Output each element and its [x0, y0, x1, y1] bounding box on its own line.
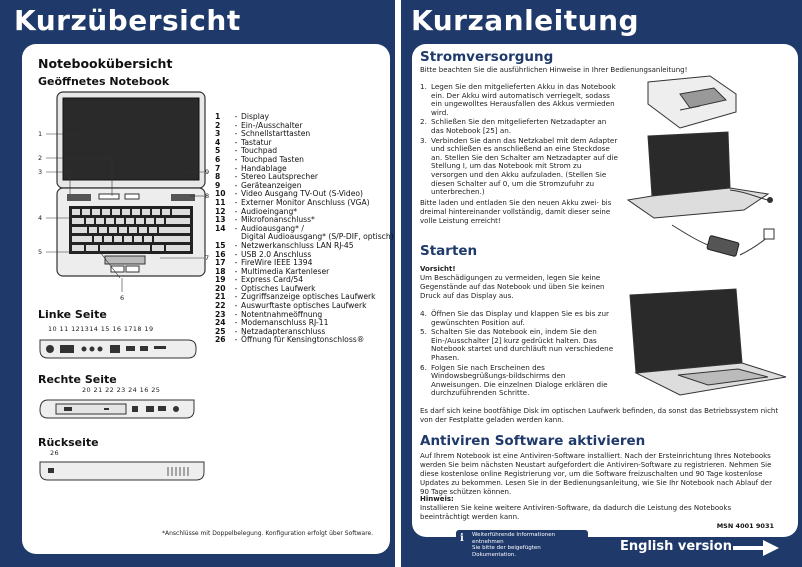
legend-number: 23 — [215, 309, 226, 319]
step-text: Schalten Sie das Notebook ein, indem Sie den Ein-/Ausschalter [2] kurz gedrückt halten. Das Notebook startet und durchläuft nun verschiedene Phasen. — [431, 327, 614, 362]
legend-text: Geräteanzeigen — [241, 180, 302, 190]
hinweis-label: Hinweis: — [420, 495, 454, 503]
legend-dash: - — [234, 120, 238, 130]
open-notebook-start-illustration — [618, 285, 788, 405]
msn-number: MSN 4001 9031 — [716, 522, 774, 530]
left-side-port-labels: 10 11 121314 15 16 1718 19 — [48, 325, 154, 333]
right-title: Kurzanleitung — [411, 4, 640, 37]
boot-note: Es darf sich keine bootfähige Disk im optischen Laufwerk befinden, da sonst das Betriebssystem nicht von der Festplatte geladen werden kann. — [420, 407, 779, 424]
info-icon: i — [460, 533, 464, 544]
vorsicht-label: Vorsicht! — [420, 265, 456, 273]
legend-number: 4 — [215, 137, 221, 147]
legend-dash: - — [234, 326, 238, 336]
legend-number: 10 — [215, 189, 226, 199]
callout-8: 8 — [205, 192, 210, 200]
start-steps — [420, 310, 616, 399]
legend-text: Digital Audioausgang* (S/P-DIF, optisch) — [241, 232, 394, 242]
right-side-illustration — [38, 396, 198, 422]
stromversorgung-title: Stromversorgung — [420, 49, 554, 65]
legend-number: 7 — [215, 163, 221, 173]
legend-number: 24 — [215, 318, 226, 328]
section-title: Notebookübersicht — [38, 56, 173, 71]
legend-text: Zugriffsanzeige optisches Laufwerk — [241, 292, 376, 302]
legend-dash: - — [234, 112, 238, 121]
legend-number: 11 — [215, 197, 226, 207]
step-number: 2. — [420, 117, 427, 127]
callout-9: 9 — [205, 168, 210, 176]
legend-text: Externer Monitor Anschluss (VGA) — [241, 197, 370, 207]
legend-text: Audioausgang* / — [241, 223, 304, 233]
callout-4: 4 — [38, 214, 43, 222]
legend-number: 22 — [215, 301, 226, 311]
battery-illustration — [640, 72, 740, 132]
back-side-port-labels: 26 — [50, 449, 60, 457]
list-item — [420, 83, 618, 117]
legend-number: 25 — [215, 326, 226, 336]
legend-text: Video Ausgang TV-Out (S-Video) — [241, 189, 364, 199]
legend-text: Netzadapteranschluss — [241, 326, 326, 336]
legend-text: Schnellstarttasten — [241, 129, 311, 139]
back-side-title: Rückseite — [38, 436, 99, 449]
legend-dash: - — [234, 163, 238, 173]
legend-text: Tastatur — [241, 137, 272, 147]
legend-number: 9 — [215, 180, 221, 190]
legend-dash: - — [234, 197, 238, 207]
info-line-1: Weiterführende Informationen entnehmen — [472, 532, 556, 545]
legend-number: 1 — [215, 112, 221, 121]
right-side-port-labels: 20 21 22 23 24 16 25 — [82, 386, 161, 394]
strom-intro: Bitte beachten Sie die ausführlichen Hinweise in Ihrer Bedienungsanleitung! — [420, 66, 688, 74]
list-item — [420, 118, 618, 135]
legend-dash: - — [234, 292, 238, 302]
english-version-link[interactable]: English version — [620, 539, 732, 554]
legend-text: Modemanschluss RJ-11 — [241, 318, 329, 328]
legend-text: Multimedia Kartenleser — [241, 266, 330, 276]
vorsicht-text: Um Beschädigungen zu vermeiden, legen Sie keine Gegenstände auf das Notebook und üben Sie keinen Druck auf das Display aus. — [420, 274, 605, 300]
legend-number: 6 — [215, 154, 221, 164]
legend-number: 5 — [215, 146, 221, 156]
list-item — [420, 328, 616, 362]
info-line-2: Sie bitte der beigefügten Dokumentation. — [472, 545, 541, 558]
antiviren-text: Auf Ihrem Notebook ist eine Antiviren-Software installiert. Nach der Ersteinrichtung Ihres Notebooks werden Sie beim nächsten Neustart aufgefordert die Antiviren-Software zu registrieren. Nehmen Sie diese kostenlose online Registrierung vor, um die Software freizuschalten und 90 Tage kostenlose Updates zu bekommen. Lesen Sie in der Bedienungsanleitung, wie Sie Ihr Notebook nach Ablauf der 90 Tage schützen können. — [420, 452, 772, 496]
legend-dash: - — [234, 301, 238, 311]
callout-2: 2 — [38, 154, 43, 162]
legend-number: 2 — [215, 120, 221, 130]
callout-6: 6 — [120, 294, 125, 302]
info-box — [456, 530, 588, 558]
legend-number: 19 — [215, 275, 226, 285]
legend-dash: - — [234, 258, 238, 268]
power-adapter-illustration — [668, 215, 778, 275]
legend-item — [215, 336, 394, 345]
legend-dash: - — [234, 189, 238, 199]
callout-5: 5 — [38, 248, 43, 256]
legend-number: 8 — [215, 172, 221, 182]
legend-dash: - — [234, 154, 238, 164]
legend-dash: - — [234, 137, 238, 147]
step-number: 5. — [420, 327, 427, 337]
step-number: 1. — [420, 82, 427, 91]
legend-dash: - — [234, 309, 238, 319]
legend-dash: - — [234, 180, 238, 190]
list-item — [420, 310, 616, 327]
legend-text: Touchpad Tasten — [241, 154, 304, 164]
legend-dash: - — [234, 172, 238, 182]
legend-text: Touchpad — [241, 146, 278, 156]
legend-text: Audioeingang* — [241, 206, 298, 216]
legend-number: 17 — [215, 258, 226, 268]
step-number: 4. — [420, 309, 427, 318]
starten-title: Starten — [420, 243, 478, 259]
component-legend — [215, 113, 394, 345]
step-text: Schließen Sie den mitgelieferten Netzadapter an das Notebook [25] an. — [431, 117, 607, 135]
legend-number: 26 — [215, 335, 226, 345]
step-text: Legen Sie den mitgelieferten Akku in das Notebook ein. Der Akku wird automatisch verriegelt, sodass ein ungewolltes Herausfallen des Akkus vermieden wird. — [431, 82, 616, 117]
callout-3: 3 — [38, 168, 43, 176]
strom-note: Bitte laden und entladen Sie den neuen Akku zwei- bis dreimal hintereinander vollständig, damit dieser seine volle Leistung erreicht! — [420, 199, 612, 225]
legend-dash: - — [234, 223, 238, 233]
left-side-title: Linke Seite — [38, 308, 107, 321]
legend-text: Express Card/54 — [241, 275, 304, 285]
legend-text: USB 2.0 Anschluss — [241, 249, 312, 259]
step-text: Öffnen Sie das Display und klappen Sie es bis zur gewünschten Position auf. — [431, 309, 609, 327]
legend-text: Display — [241, 112, 269, 121]
legend-number: 15 — [215, 240, 226, 250]
legend-number: 21 — [215, 292, 226, 302]
legend-text: Handablage — [241, 163, 287, 173]
legend-number: 12 — [215, 206, 226, 216]
legend-text: Ein-/Ausschalter — [241, 120, 303, 130]
legend-text: Notentnahmeöffnung — [241, 309, 323, 319]
hinweis-text: Installieren Sie keine weitere Antiviren-Software, da dadurch die Leistung des Notebooks beeinträchtigt werden kann. — [420, 504, 732, 521]
legend-text: Auswurftaste optisches Laufwerk — [241, 301, 367, 311]
legend-text: Stereo Lautsprecher — [241, 172, 319, 182]
legend-number: 3 — [215, 129, 221, 139]
legend-text: Mikrofonanschluss* — [241, 215, 315, 225]
left-side-illustration — [38, 336, 198, 362]
legend-text: Optisches Laufwerk — [241, 283, 316, 293]
legend-dash: - — [234, 206, 238, 216]
legend-number: 18 — [215, 266, 226, 276]
legend-number: 14 — [215, 223, 226, 233]
legend-dash: - — [234, 275, 238, 285]
legend-number: 13 — [215, 215, 226, 225]
callout-1: 1 — [38, 130, 43, 138]
right-side-title: Rechte Seite — [38, 373, 117, 386]
callout-lines — [40, 120, 220, 300]
legend-dash: - — [234, 146, 238, 156]
legend-dash: - — [234, 283, 238, 293]
callout-7: 7 — [205, 254, 210, 262]
step-text: Verbinden Sie dann das Netzkabel mit dem Adapter und schließen es anschließend an eine Steckdose an. Stellen Sie den Schalter am Netzadapter auf die Stellung I, um das Notebook mit Strom zu versorgen und den Akku aufzuladen. (Stellen Sie diesen Schalter auf 0, um die Stromzufuhr zu unterbrechen.) — [431, 135, 618, 197]
legend-number: 20 — [215, 283, 226, 293]
legend-dash: - — [234, 215, 238, 225]
step-number: 6. — [420, 362, 427, 372]
legend-text: Netzwerkanschluss LAN RJ-45 — [241, 240, 354, 250]
legend-dash: - — [234, 240, 238, 250]
open-notebook-title: Geöffnetes Notebook — [38, 75, 170, 88]
arrow-right-icon[interactable] — [733, 540, 779, 556]
footnote: *Anschlüsse mit Doppelbelegung. Konfiguration erfolgt über Software. — [162, 530, 374, 537]
step-text: Folgen Sie nach Erscheinen des Windowsbegrüßungs-bildschirms den Anweisungen. Die einzelnen Dialoge erklären die durchzuführenden Schritte. — [431, 362, 608, 398]
legend-dash: - — [234, 318, 238, 328]
legend-number: 16 — [215, 249, 226, 259]
antiviren-title: Antiviren Software aktivieren — [420, 433, 646, 449]
strom-steps — [420, 83, 618, 198]
legend-text: FireWire IEEE 1394 — [241, 258, 313, 268]
step-number: 3. — [420, 135, 427, 145]
legend-dash: - — [234, 266, 238, 276]
legend-text: Öffnung für Kensingtonschloss® — [241, 335, 365, 345]
left-title: Kurzübersicht — [14, 4, 241, 37]
notebook-with-adapter-illustration — [618, 130, 788, 220]
legend-dash: - — [234, 335, 238, 345]
legend-dash: - — [234, 129, 238, 139]
back-side-illustration — [38, 458, 208, 484]
list-item — [420, 137, 618, 197]
legend-dash: - — [234, 249, 238, 259]
list-item — [420, 364, 616, 398]
